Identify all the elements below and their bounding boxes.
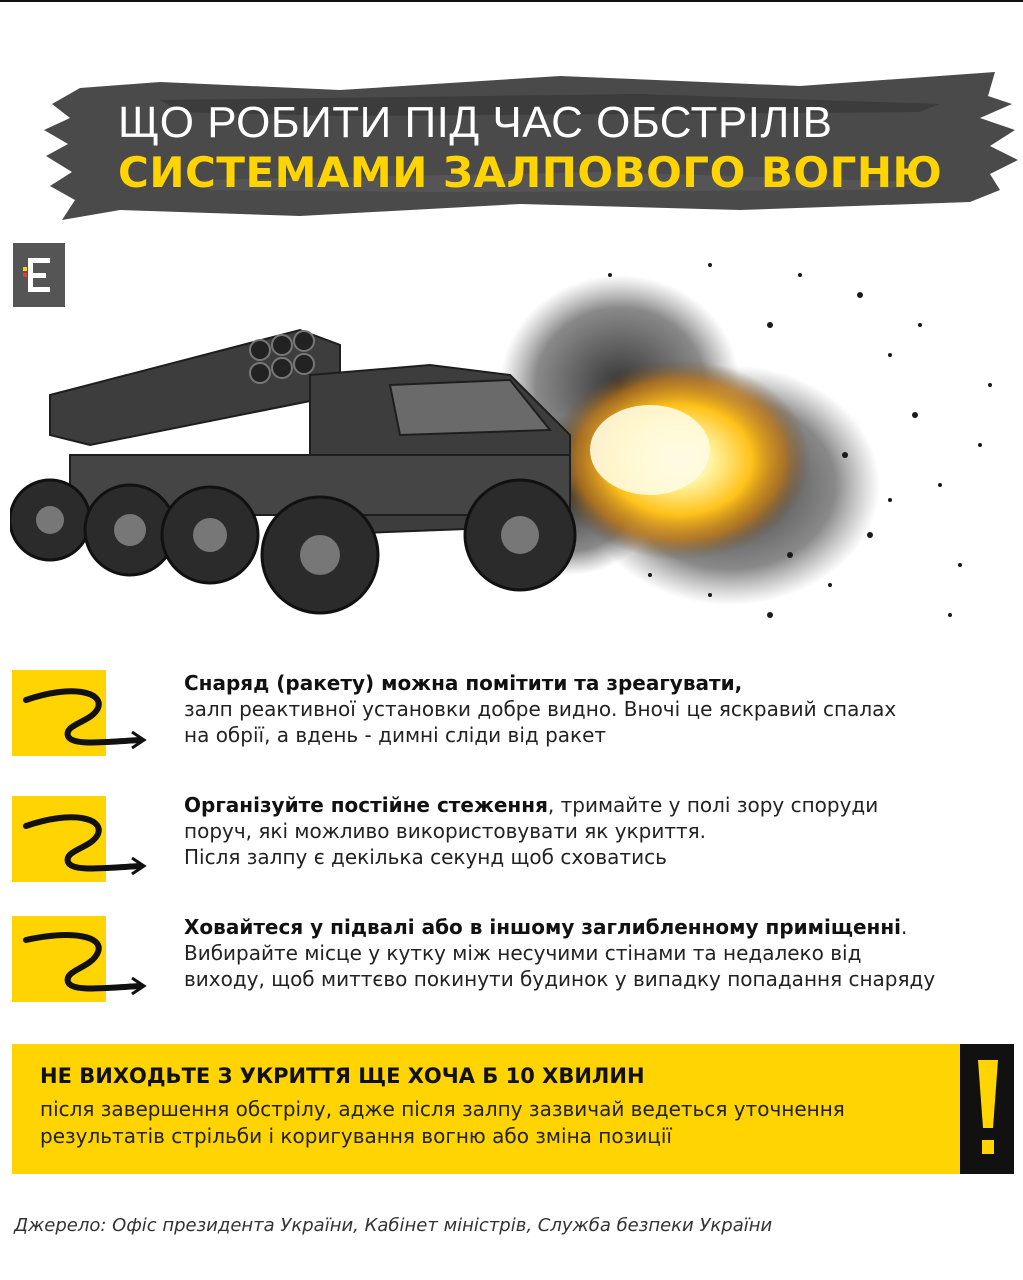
- tip-text: [184, 670, 984, 748]
- tip-text: [184, 914, 984, 992]
- tip-line: виходу, щоб миттєво покинути будинок у випадку попадання снаряду: [184, 967, 936, 991]
- tip-heading: Снаряд (ракету) можна помітити та зреагувати,: [184, 671, 743, 695]
- tip-heading: Ховайтеся у підвалі або в іншому заглибленному приміщенні: [184, 915, 902, 939]
- title-line-2: СИСТЕМАМИ ЗАЛПОВОГО ВОГНЮ: [118, 148, 943, 197]
- warning-title: НЕ ВИХОДЬТЕ З УКРИТТЯ ЩЕ ХОЧА Б 10 ХВИЛИН: [40, 1064, 645, 1088]
- tip-heading: Організуйте постійне стеження: [184, 793, 548, 817]
- tip-marker: [12, 916, 106, 1002]
- exclamation-icon: [960, 1044, 1014, 1174]
- tip-line: поруч, які можливо використовувати як укриття.: [184, 819, 707, 843]
- tip-line: на обрії, а вдень - димні сліди від ракет: [184, 723, 607, 747]
- title-line-1: ЩО РОБИТИ ПІД ЧАС ОБСТРІЛІВ: [118, 98, 833, 147]
- tip-line: залп реактивної установки добре видно. Вночі це яскравий спалах: [184, 697, 897, 721]
- warning-line: результатів стрільби і коригування вогню або зміна позиції: [40, 1124, 672, 1148]
- tip-text: [184, 792, 984, 870]
- curved-arrow-icon: [12, 670, 152, 756]
- tip-marker: [12, 796, 106, 882]
- tip-heading-rest: .: [901, 915, 908, 939]
- curved-arrow-icon: [12, 916, 152, 1002]
- tip-marker: [12, 670, 106, 756]
- warning-line: після завершення обстрілу, адже після залпу зазвичай ведеться уточнення: [40, 1097, 845, 1121]
- curved-arrow-icon: [12, 796, 152, 882]
- source-note: Джерело: Офіс президента України, Кабінет міністрів, Служба безпеки України: [14, 1215, 773, 1236]
- top-rule: [0, 0, 1023, 2]
- tip-heading-rest: , тримайте у полі зору споруди: [547, 793, 879, 817]
- rocket-launcher-explosion-illustration: [10, 235, 1015, 655]
- warning-box: [12, 1044, 1002, 1174]
- tip-line: Вибирайте місце у кутку між несучими стінами та недалеко від: [184, 941, 862, 965]
- tip-line: Після залпу є декілька секунд щоб сховатись: [184, 845, 667, 869]
- warning-body: [40, 1096, 940, 1150]
- warning-bar: [960, 1044, 1014, 1174]
